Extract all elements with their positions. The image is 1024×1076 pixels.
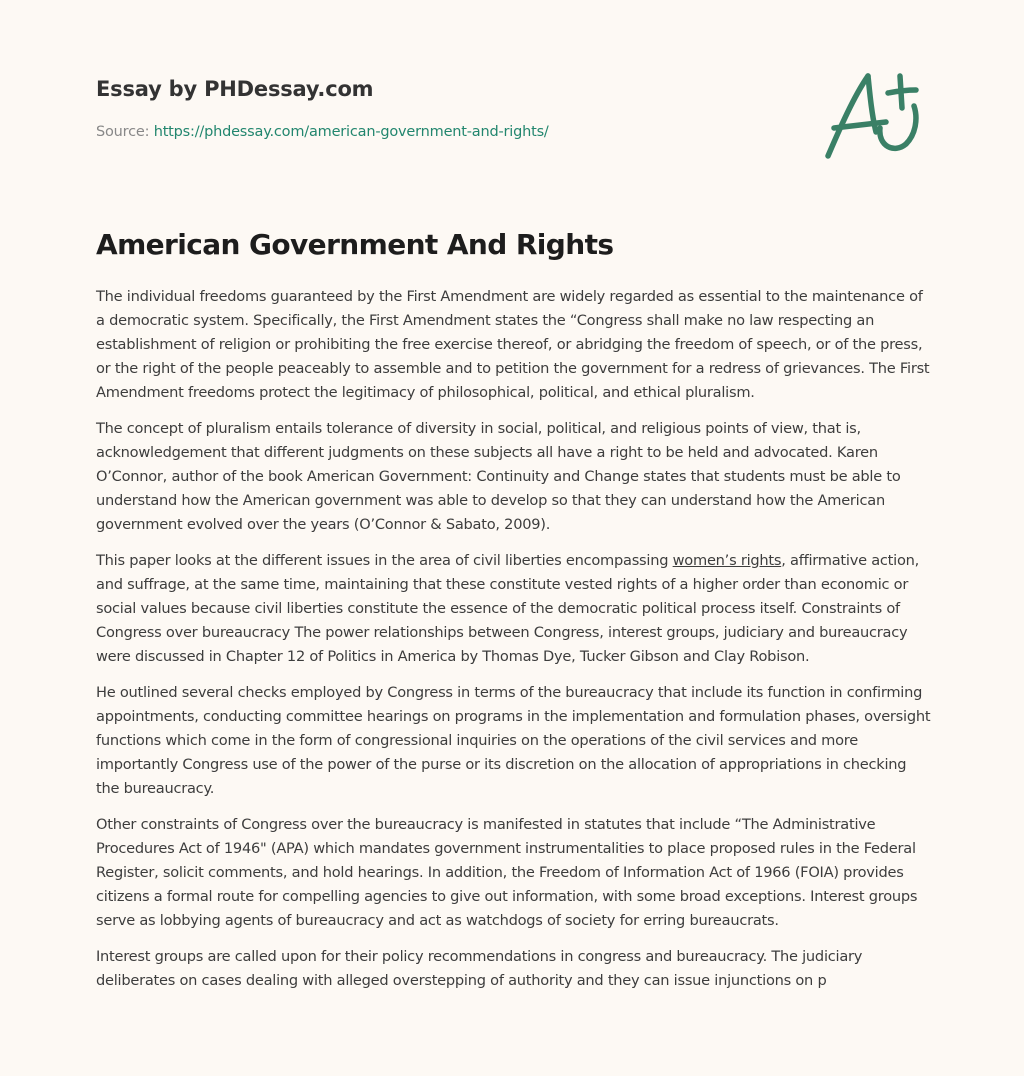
womens-rights-link[interactable]: women’s rights <box>672 552 782 569</box>
essay-paragraph-5: Other constraints of Congress over the bureaucracy is manifested in statutes that include “The Administrative Procedures Act of 1946" (APA) which mandates government instrumentalities to place proposed rules in the Federal Register, solicit comments, and hold hearings. In addition, the Freedom of Information Act of 1966 (FOIA) provides citizens a formal route for compelling agencies to give out information, with some broad exceptions. Interest groups serve as lobbying agents of bureaucracy and act as watchdogs of society for erring bureaucrats. <box>96 816 918 929</box>
paragraph-text: This paper looks at the different issues in the area of civil liberties encompassing <box>96 552 673 569</box>
paragraph-text: , affirmative action, and suffrage, at the same time, maintaining that these constitute vested rights of a higher order than economic or social values because civil liberties constitute the essence of the democratic political process itself. Constraints of Congress over bureaucracy The power relationships between Congress, interest groups, judiciary and bureaucracy were discussed in Chapter 12 of Politics in America by Thomas Dye, Tucker Gibson and Clay Robison. <box>96 552 920 665</box>
brand-title: Essay by PHDessay.com <box>96 77 374 101</box>
essay-body <box>96 285 932 1005</box>
source-line <box>96 122 796 142</box>
a-plus-grade-icon <box>818 66 930 166</box>
essay-paragraph-6: Interest groups are called upon for their policy recommendations in congress and bureaucracy. The judiciary deliberates on cases dealing with alleged overstepping of authority and they can issue injunctions on p <box>96 948 863 989</box>
essay-paragraph-4: He outlined several checks employed by Congress in terms of the bureaucracy that include its function in confirming appointments, conducting committee hearings on programs in the implementation and formulation phases, oversight functions which come in the form of congressional inquiries on the operations of the civil services and more importantly Congress use of the power of the purse or its discretion on the allocation of appropriations in checking the bureaucracy. <box>96 684 931 797</box>
essay-title: American Government And Rights <box>96 228 614 261</box>
source-link[interactable]: https://phdessay.com/american-government-and-rights/ <box>153 124 549 140</box>
essay-paragraph-3 <box>96 549 932 669</box>
source-label: Source: <box>96 124 154 140</box>
essay-paragraph-2: The concept of pluralism entails tolerance of diversity in social, political, and religious points of view, that is, acknowledgement that different judgments on these subjects all have a right to be held and advocated. Karen O’Connor, author of the book American Government: Continuity and Change states that students must be able to understand how the American government was able to develop so that they can understand how the American government evolved over the years (O’Connor & Sabato, 2009). <box>96 420 901 533</box>
essay-paragraph-1: The individual freedoms guaranteed by the First Amendment are widely regarded as essential to the maintenance of a democratic system. Specifically, the First Amendment states the “Congress shall make no law respecting an establishment of religion or prohibiting the free exercise thereof, or abridging the freedom of speech, or of the press, or the right of the people peaceably to assemble and to petition the government for a redress of grievances. The First Amendment freedoms protect the legitimacy of philosophical, political, and ethical pluralism. <box>96 288 930 401</box>
essay-header <box>96 74 796 142</box>
